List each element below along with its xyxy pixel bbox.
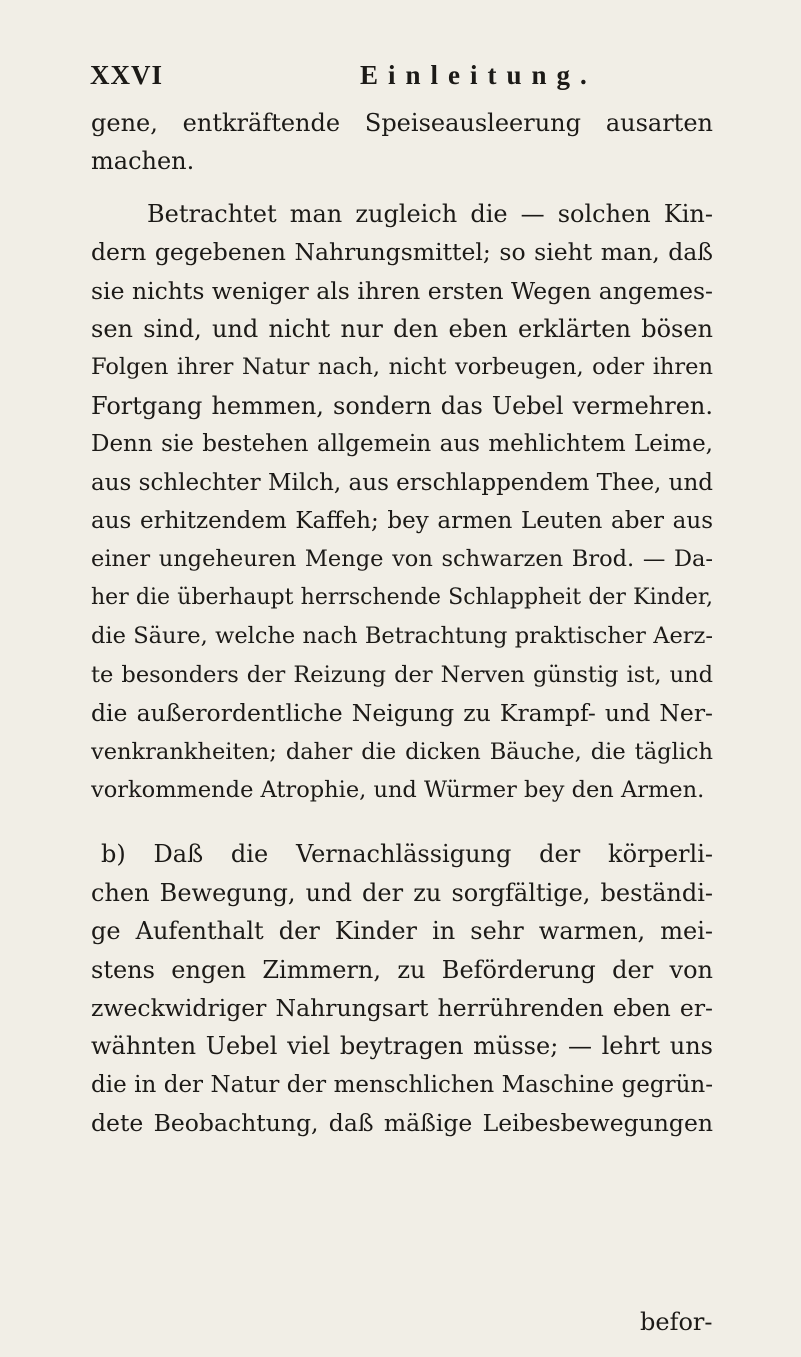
text-line: her die überhaupt herrschende Schlappheit der Kinder, bbox=[91, 584, 713, 610]
page-body bbox=[91, 104, 713, 1143]
text-line: Fortgang hemmen, sondern das Uebel vermehren. bbox=[91, 391, 713, 420]
text-line: chen Bewegung, und der zu sorgfältige, beständi- bbox=[91, 878, 713, 907]
paragraph bbox=[91, 104, 713, 181]
text-line: sen sind, und nicht nur den eben erklärten bösen bbox=[91, 315, 713, 344]
text-line: aus schlechter Milch, aus erschlappendem Thee, und bbox=[91, 469, 713, 496]
catchword: befor- bbox=[640, 1308, 713, 1336]
text-line: einer ungeheuren Menge von schwarzen Brod. — Da- bbox=[91, 546, 713, 573]
text-line: dete Beobachtung, daß mäßige Leibesbewegungen bbox=[91, 1109, 713, 1138]
text-line: vorkommende Atrophie, und Würmer bey den Armen. bbox=[91, 776, 705, 803]
text-line: Denn sie bestehen allgemein aus mehlichtem Leime, bbox=[91, 431, 713, 458]
paragraph bbox=[91, 835, 713, 1142]
page-number: XXVI bbox=[90, 60, 164, 90]
text-line: die außerordentliche Neigung zu Krampf- und Ner- bbox=[91, 699, 713, 728]
text-line: ge Aufenthalt der Kinder in sehr warmen, mei- bbox=[91, 917, 713, 946]
text-line: machen. bbox=[91, 147, 195, 176]
text-line: gene, entkräftende Speiseausleerung ausarten bbox=[91, 109, 713, 137]
running-title: Einleitung. bbox=[360, 60, 597, 90]
text-line: die in der Natur der menschlichen Maschine gegrün- bbox=[91, 1071, 713, 1098]
text-line: stens engen Zimmern, zu Beförderung der von bbox=[91, 955, 713, 984]
text-line: te besonders der Reizung der Nerven günstig ist, und bbox=[91, 661, 713, 688]
text-line: wähnten Uebel viel beytragen müsse; — lehrt uns bbox=[91, 1032, 713, 1061]
text-line: Folgen ihrer Natur nach, nicht vorbeugen, oder ihren bbox=[91, 354, 713, 381]
text-line: b) Daß die Vernachlässigung der körperli- bbox=[101, 840, 713, 869]
text-line: dern gegebenen Nahrungsmittel; so sieht man, daß bbox=[91, 238, 713, 267]
text-line: sie nichts weniger als ihren ersten Wegen angemes- bbox=[91, 276, 713, 305]
text-line: Betrachtet man zugleich die — solchen Kin- bbox=[147, 199, 713, 228]
paragraph bbox=[91, 195, 713, 810]
text-line: venkrankheiten; daher die dicken Bäuche, die täglich bbox=[91, 738, 713, 765]
running-header bbox=[90, 60, 681, 100]
text-line: zweckwidriger Nahrungsart herrührenden eben er- bbox=[91, 993, 713, 1022]
text-line: die Säure, welche nach Betrachtung praktischer Aerz- bbox=[91, 623, 713, 650]
text-line: aus erhitzendem Kaffeh; bey armen Leuten aber aus bbox=[91, 508, 713, 535]
